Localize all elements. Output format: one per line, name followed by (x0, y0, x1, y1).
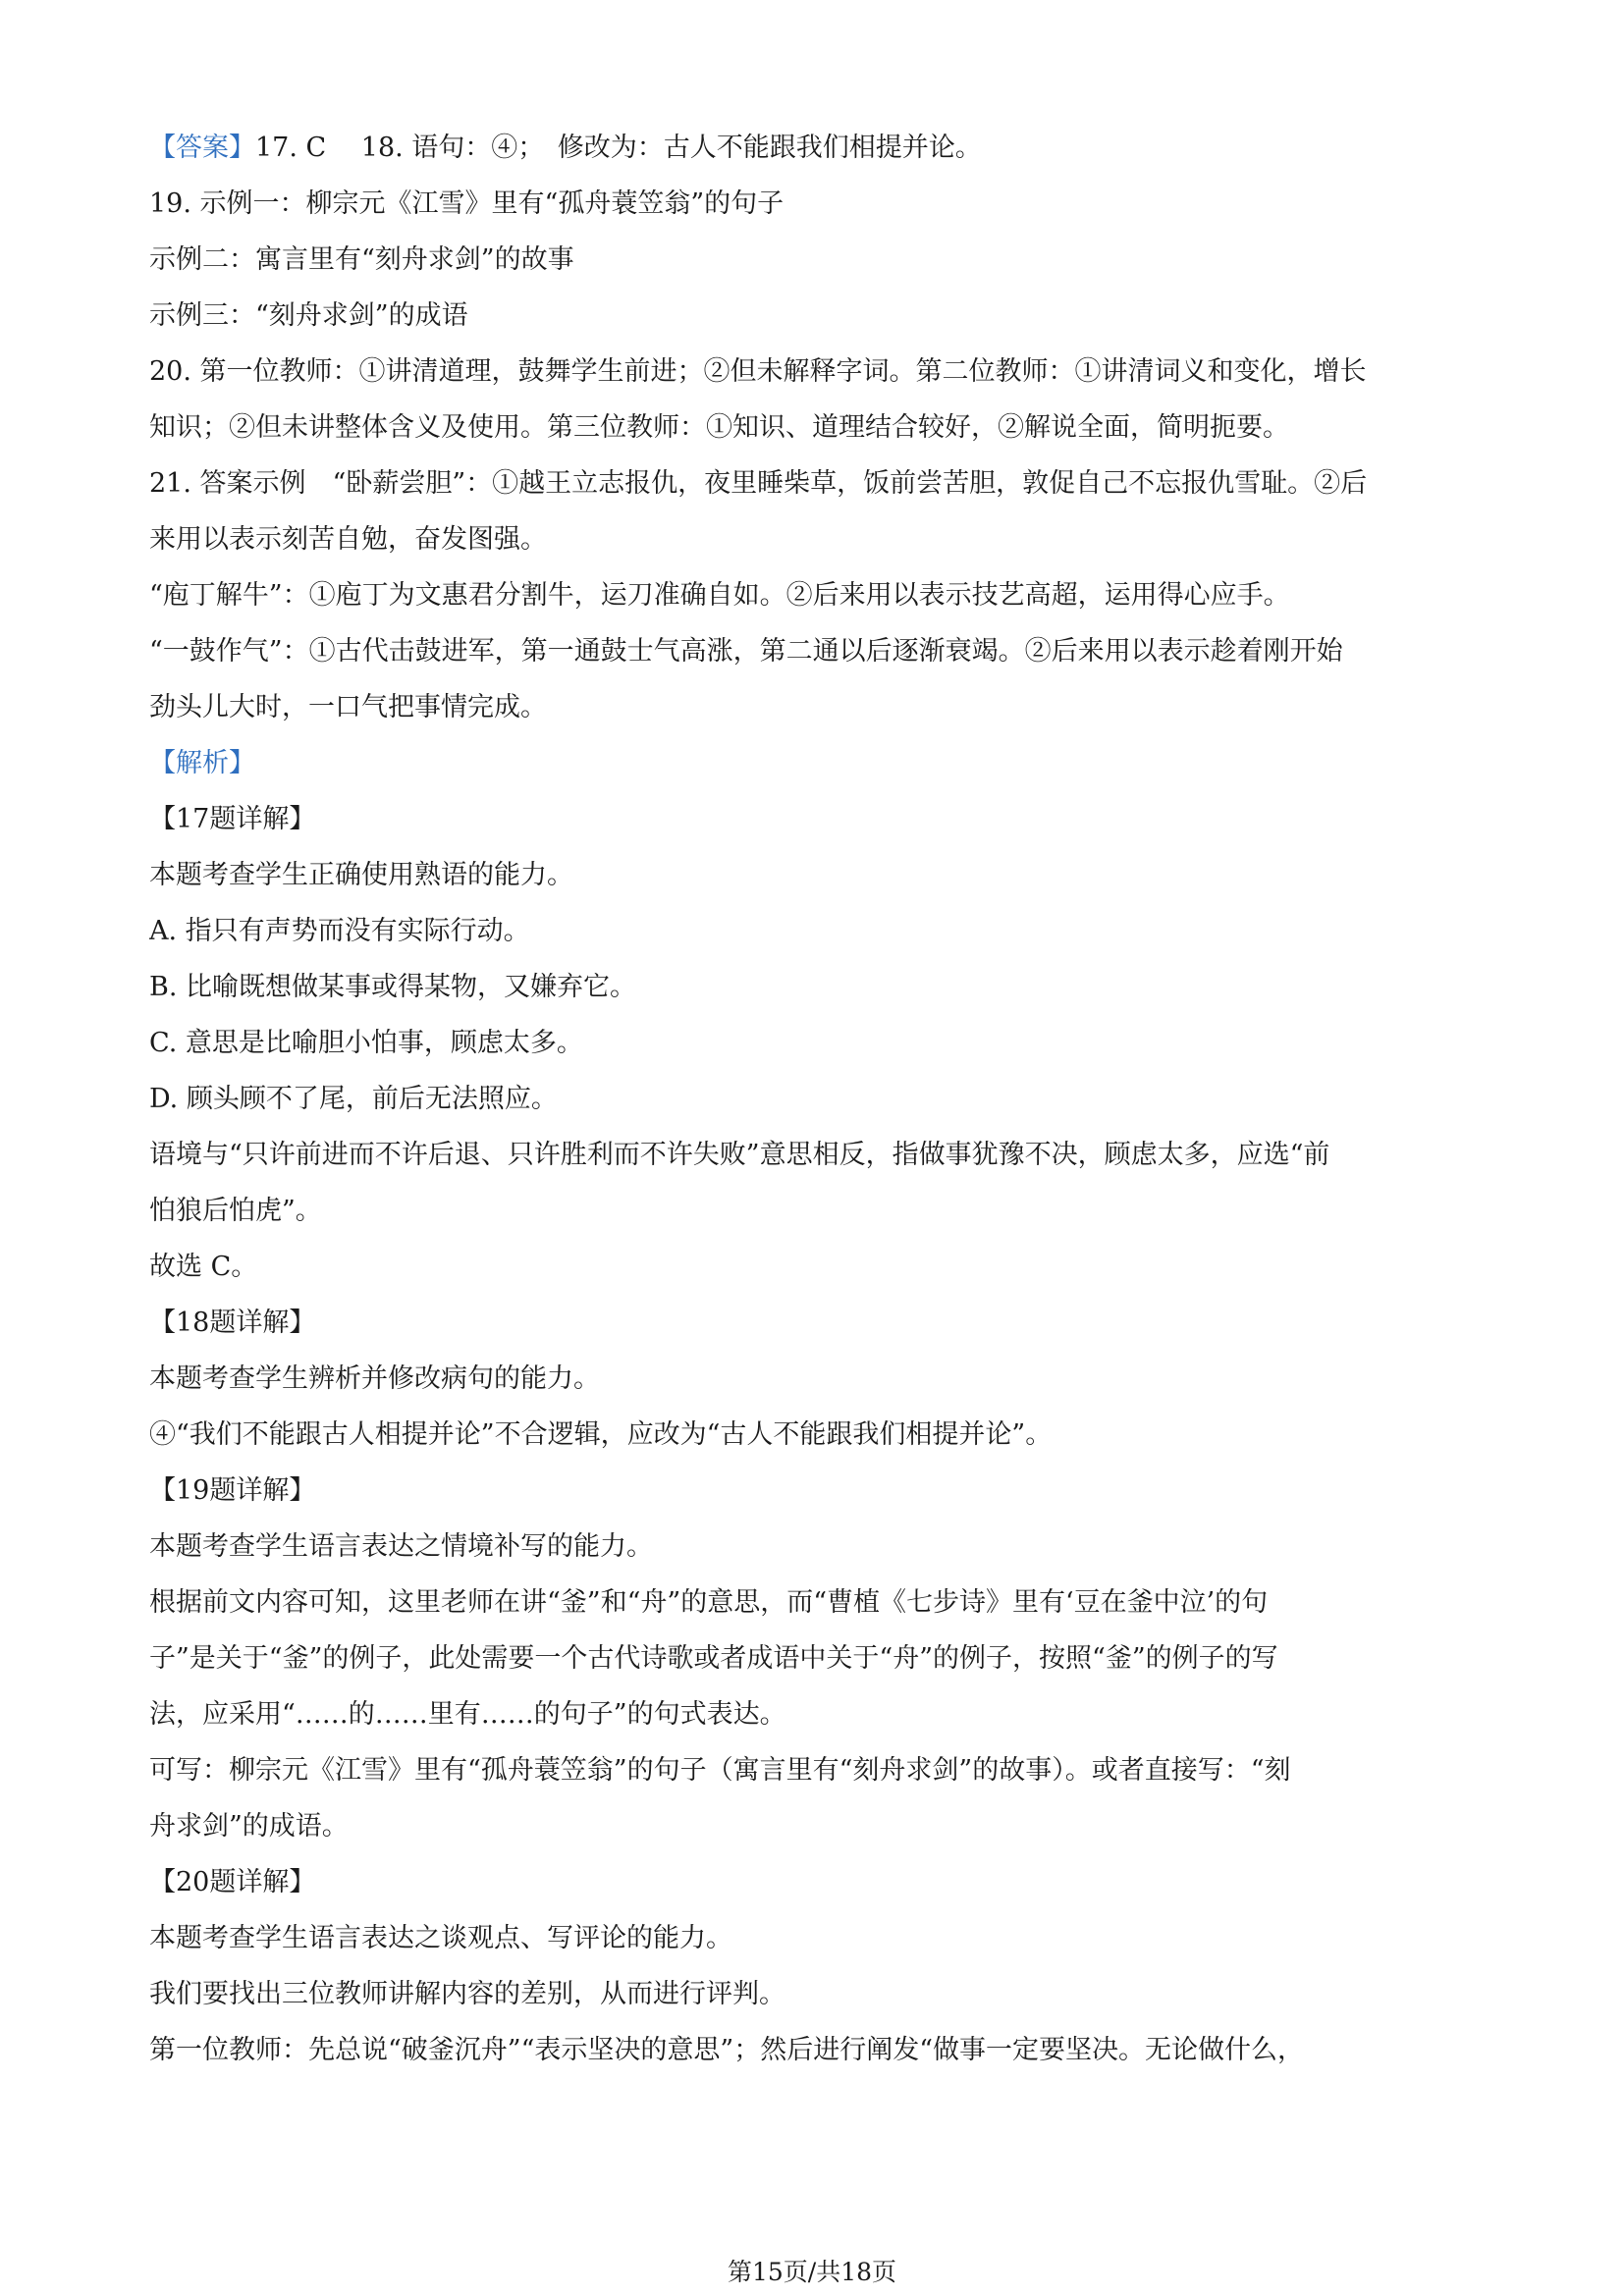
q17-option-a: A. 指只有声势而没有实际行动。 (149, 916, 530, 946)
q19-para1-a: 根据前文内容可知，这里老师在讲“釜”和“舟”的意思，而“曹植《七步诗》里有‘豆在釜中泣’的句 (149, 1587, 1269, 1618)
answer-line-21-e: 劲头儿大时，一口气把事情完成。 (149, 692, 547, 722)
answer-line-21-a: 21. 答案示例 “卧薪尝胆”：①越王立志报仇，夜里睡柴草，饭前尝苦胆，敦促自己不忘报仇雪耻。②后 (149, 468, 1368, 499)
answer-line-19-1: 19. 示例一：柳宗元《江雪》里有“孤舟蓑笠翁”的句子 (149, 188, 785, 219)
answer-line-21-c: “庖丁解牛”：①庖丁为文惠君分割牛，运刀准确自如。②后来用以表示技艺高超，运用得心应手。 (149, 580, 1290, 611)
answer-line-20-b: 知识；②但未讲整体含义及使用。第三位教师：①知识、道理结合较好，②解说全面，简明扼要。 (149, 412, 1289, 443)
q17-intro: 本题考查学生正确使用熟语的能力。 (149, 860, 573, 890)
q20-para2: 第一位教师：先总说“破釜沉舟”“表示坚决的意思”；然后进行阐发“做事一定要坚决。无论做什么， (149, 2035, 1305, 2065)
q20-intro: 本题考查学生语言表达之谈观点、写评论的能力。 (149, 1923, 732, 1953)
q17-header: 【17题详解】 (149, 804, 316, 834)
q17-context-b: 怕狼后怕虎”。 (149, 1196, 322, 1226)
answer-tag: 【答案】 (149, 133, 255, 163)
answer-text-17-18: 17. C 18. 语句：④； 修改为：古人不能跟我们相提并论。 (255, 133, 982, 163)
answer-line-21-d: “一鼓作气”：①古代击鼓进军，第一通鼓士气高涨，第二通以后逐渐衰竭。②后来用以表示趁着刚开始 (149, 636, 1343, 667)
q19-para1-c: 法，应采用“……的……里有……的句子”的句式表达。 (149, 1699, 786, 1730)
q18-detail: ④“我们不能跟古人相提并论”不合逻辑，应改为“古人不能跟我们相提并论”。 (149, 1419, 1053, 1450)
answer-line-19-2: 示例二：寓言里有“刻舟求剑”的故事 (149, 244, 574, 275)
q18-header: 【18题详解】 (149, 1308, 316, 1338)
answer-line-20-a: 20. 第一位教师：①讲清道理，鼓舞学生前进；②但未解释字词。第二位教师：①讲清词义和变化，增长 (149, 356, 1367, 387)
answer-line-19-3: 示例三：“刻舟求剑”的成语 (149, 300, 468, 331)
page-number: 第15页/共18页 (727, 2258, 897, 2286)
q20-header: 【20题详解】 (149, 1867, 316, 1897)
answer-line-21-b: 来用以表示刻苦自勉，奋发图强。 (149, 524, 547, 555)
analysis-tag: 【解析】 (149, 748, 255, 778)
q19-para2-a: 可写：柳宗元《江雪》里有“孤舟蓑笠翁”的句子（寓言里有“刻舟求剑”的故事）。或者直接写：“刻 (149, 1755, 1291, 1786)
q19-para1-b: 子”是关于“釜”的例子，此处需要一个古代诗歌或者成语中关于“舟”的例子，按照“釜”的例子的写 (149, 1643, 1278, 1674)
answer-line-17-18 (149, 120, 1485, 176)
q19-header: 【19题详解】 (149, 1475, 316, 1506)
q19-intro: 本题考查学生语言表达之情境补写的能力。 (149, 1531, 653, 1562)
q17-context-a: 语境与“只许前进而不许后退、只许胜利而不许失败”意思相反，指做事犹豫不决，顾虑太多，应选“前 (149, 1140, 1330, 1170)
analysis-heading (149, 735, 1485, 791)
q17-option-b: B. 比喻既想做某事或得某物，又嫌弃它。 (149, 972, 637, 1002)
q17-option-c: C. 意思是比喻胆小怕事，顾虑太多。 (149, 1028, 583, 1058)
q17-option-d: D. 顾头顾不了尾，前后无法照应。 (149, 1084, 558, 1114)
document-body (149, 120, 1485, 2078)
q20-para1: 我们要找出三位教师讲解内容的差别，从而进行评判。 (149, 1979, 785, 2009)
q19-para2-b: 舟求剑”的成语。 (149, 1811, 349, 1842)
q17-conclusion: 故选 C。 (149, 1252, 258, 1282)
q18-intro: 本题考查学生辨析并修改病句的能力。 (149, 1363, 600, 1394)
